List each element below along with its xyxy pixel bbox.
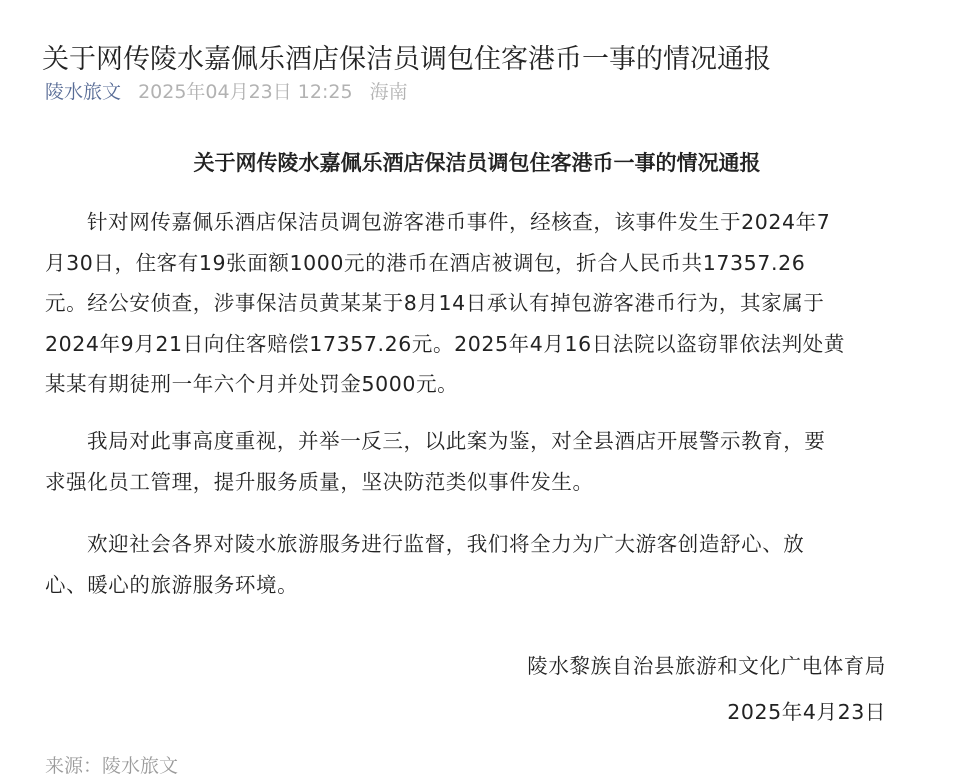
content-heading: 关于网传陵水嘉佩乐酒店保洁员调包住客港币一事的情况通报 <box>193 151 761 175</box>
paragraph-line: 求强化员工管理，提升服务质量，坚决防范类似事件发生。 <box>45 469 594 494</box>
paragraph-line: 2024年9月21日向住客赔偿17357.26元。2025年4月16日法院以盗窃罪依法判处黄 <box>45 331 846 356</box>
signature-org: 陵水黎族自治县旅游和文化广电体育局 <box>527 654 886 678</box>
paragraph-response <box>45 421 905 502</box>
paragraph-line: 针对网传嘉佩乐酒店保洁员调包游客港币事件，经核查，该事件发生于2024年7 <box>87 210 831 234</box>
source-line: 来源：陵水旅文 <box>45 755 179 777</box>
article-title: 关于网传陵水嘉佩乐酒店保洁员调包住客港币一事的情况通报 <box>42 44 771 76</box>
publish-location: 海南 <box>369 81 408 103</box>
paragraph-line: 我局对此事高度重视，并举一反三，以此案为鉴，对全县酒店开展警示教育，要 <box>87 429 826 453</box>
paragraph-line: 月30日，住客有19张面额1000元的港币在酒店被调包，折合人民币共17357.26 <box>45 250 806 275</box>
publish-datetime: 2025年04月23日 12:25 <box>138 81 353 103</box>
paragraph-welcome <box>45 524 905 605</box>
paragraph-line: 某某有期徒刑一年六个月并处罚金5000元。 <box>45 372 459 396</box>
paragraph-line: 欢迎社会各界对陵水旅游服务进行监督，我们将全力为广大游客创造舒心、放 <box>87 532 805 556</box>
account-name-link[interactable]: 陵水旅文 <box>45 81 122 103</box>
paragraph-line: 元。经公安侦查，涉事保洁员黄某某于8月14日承认有掉包游客港币行为，其家属于 <box>45 291 825 315</box>
paragraph-line: 心、暖心的旅游服务环境。 <box>45 572 299 597</box>
paragraph-incident <box>45 202 905 405</box>
article-meta <box>45 78 419 106</box>
signature-date: 2025年4月23日 <box>727 700 886 724</box>
